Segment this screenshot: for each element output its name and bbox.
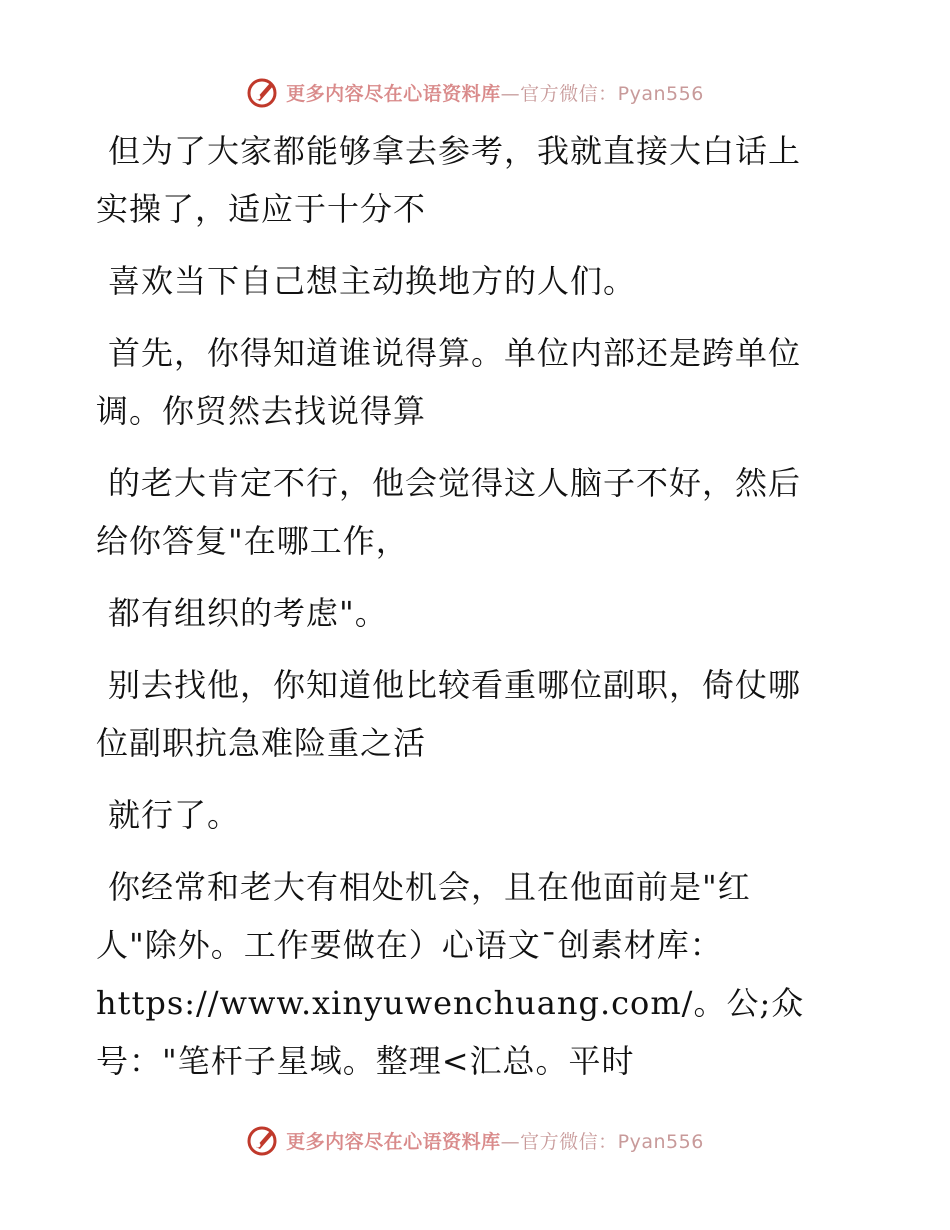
paragraph xyxy=(96,122,836,238)
text-line: https://www.xinyuwenchuang.com/。公;众 xyxy=(96,984,805,1022)
text-line: 就行了。 xyxy=(108,796,241,834)
text-line: 实操了，适应于十分不 xyxy=(96,190,427,228)
paragraph xyxy=(96,584,836,642)
text-line: 调。你贸然去找说得算 xyxy=(96,392,427,430)
watermark-separator: — xyxy=(500,1130,521,1153)
text-line: 的老大肯定不行，他会觉得这人脑子不好，然后 xyxy=(108,464,802,502)
text-line: 你经常和老大有相处机会，且在他面前是"红 xyxy=(108,868,751,906)
paragraph xyxy=(96,656,836,772)
watermark-contact: 官方微信：Pyan556 xyxy=(520,82,704,105)
paragraph xyxy=(96,858,836,1090)
text-line: 号："笔杆子星域。整理<汇总。平时 xyxy=(96,1042,635,1080)
text-line: 都有组织的考虑"。 xyxy=(108,594,388,632)
header-watermark xyxy=(0,72,950,112)
text-line: 位副职抗急难险重之活 xyxy=(96,724,427,762)
text-line: 但为了大家都能够拿去参考，我就直接大白话上 xyxy=(108,132,802,170)
watermark-brand: 更多内容尽在心语资料库 xyxy=(286,1130,501,1153)
pen-nib-logo-icon xyxy=(246,75,280,109)
paragraph xyxy=(96,324,836,440)
watermark-contact: 官方微信：Pyan556 xyxy=(520,1130,704,1153)
footer-watermark xyxy=(0,1120,950,1160)
text-line: 别去找他，你知道他比较看重哪位副职，倚仗哪 xyxy=(108,666,802,704)
text-line: 给你答复"在哪工作， xyxy=(96,522,409,560)
watermark-brand: 更多内容尽在心语资料库 xyxy=(286,82,501,105)
paragraph xyxy=(96,454,836,570)
document-body xyxy=(96,122,836,1090)
paragraph xyxy=(96,786,836,844)
paragraph xyxy=(96,252,836,310)
pen-nib-logo-icon xyxy=(246,1123,280,1157)
text-line: 喜欢当下自己想主动换地方的人们。 xyxy=(108,262,637,300)
text-line: 人"除外。工作要做在）心语文¯创素材库： xyxy=(96,926,723,964)
text-line: 首先，你得知道谁说得算。单位内部还是跨单位 xyxy=(108,334,802,372)
watermark-separator: — xyxy=(500,82,521,105)
